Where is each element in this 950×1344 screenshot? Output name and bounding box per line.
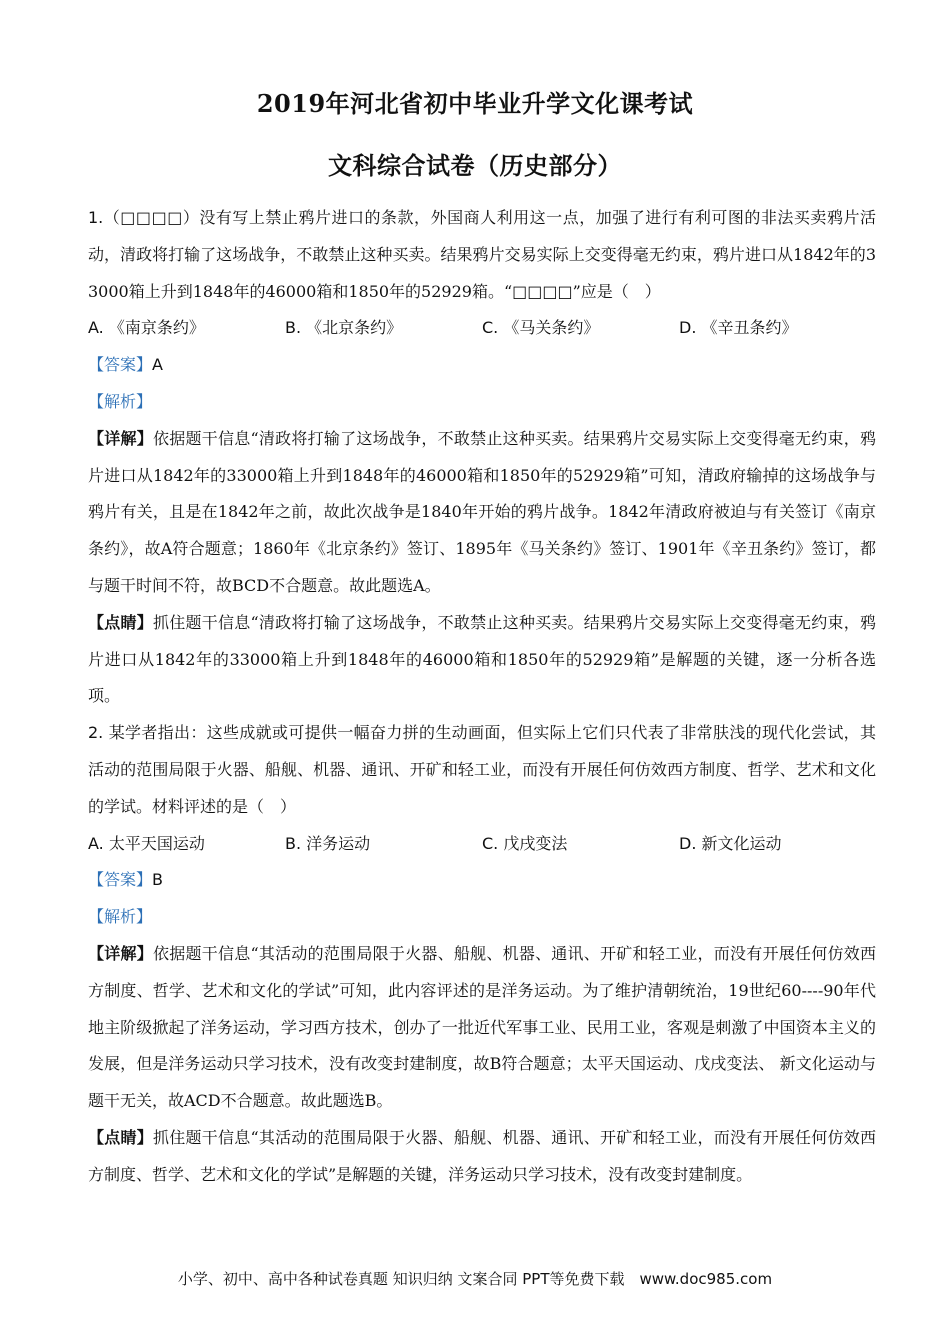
question-2-detail: 【详解】依据题干信息“其活动的范围局限于火器、船舰、机器、通讯、开矿和轻工业，而没有开展任何仿效西方制度、哲学、艺术和文化的学试”可知，此内容评述的是洋务运动。为了维护清朝统治，19世纪60----90年代地主阶级掀起了洋务运动，学习西方技术，创办了一批近代军事工业、民用工业，客观是刺激了中国资本主义的发展，但是洋务运动只学习技术，没有改变封建制度，故B符合题意；太平天国运动、戊戌变法、 新文化运动与题干无关，故ACD不合题意。故此题选B。: [88, 943, 876, 1111]
option-a: A. 《南京条约》: [88, 318, 205, 338]
question-2-stem: 2. 某学者指出：这些成就或可提供一幅奋力拼的生动画面，但实际上它们只代表了非常肤浅的现代化尝试，其活动的范围局限于火器、船舰、机器、通讯、开矿和轻工业，而没有开展任何仿效西方制度、哲学、艺术和文化的学试。材料评述的是（ ）: [88, 723, 876, 816]
question-1-answer: 【答案】A: [88, 355, 163, 375]
question-2-tip: 【点睛】抓住题干信息“其活动的范围局限于火器、船舰、机器、通讯、开矿和轻工业，而没有开展任何仿效西方制度、哲学、艺术和文化的学试”是解题的关键，洋务运动只学习技术，没有改变封建制度。: [88, 1127, 876, 1184]
question-1-stem: 1.（□□□□）没有写上禁止鸦片进口的条款，外国商人利用这一点，加强了进行有利可图的非法买卖鸦片活动，清政将打输了这场战争，不敢禁止这种买卖。结果鸦片交易实际上交变得毫无约束，鸦片进口从1842年的33000箱上升到1848年的46000箱和1850年的52929箱。“□□□□”应是（ ）: [88, 208, 876, 301]
question-1-analysis-label: 【解析】: [88, 391, 153, 411]
question-1-detail: 【详解】依据题干信息“清政将打输了这场战争，不敢禁止这种买卖。结果鸦片交易实际上交变得毫无约束，鸦片进口从1842年的33000箱上升到1848年的46000箱和1850年的52929箱”可知，清政府输掉的这场战争与鸦片有关，且是在1842年之前，故此次战争是1840年开始的鸦片战争。1842年清政府被迫与有关签订《南京条约》，故A符合题意；1860年《北京条约》签订、1895年《马关条约》签订、1901年《辛丑条约》签订，都与题干时间不符，故BCD不合题意。故此题选A。: [88, 428, 876, 595]
question-2-answer: 【答案】B: [88, 870, 163, 890]
question-1-tip: 【点睛】抓住题干信息“清政将打输了这场战争，不敢禁止这种买卖。结果鸦片交易实际上交变得毫无约束，鸦片进口从1842年的33000箱上升到1848年的46000箱和1850年的52929箱”是解题的关键，逐一分析各选项。: [88, 612, 876, 706]
option-b: B. 《北京条约》: [285, 318, 403, 338]
page-footer-ad: 小学、初中、高中各种试卷真题 知识归纳 文案合同 PPT等免费下载 www.doc985.com: [177, 1270, 773, 1288]
exam-content: [88, 200, 876, 1194]
option-c: C. 《马关条约》: [482, 318, 600, 338]
option-a: A. 太平天国运动: [88, 833, 205, 853]
question-2-analysis-label: 【解析】: [88, 907, 153, 927]
question-2-number: 2.: [88, 723, 104, 743]
option-b: B. 洋务运动: [285, 833, 371, 853]
option-d: D. 新文化运动: [679, 833, 782, 853]
exam-title: 2019年河北省初中毕业升学文化课考试: [256, 89, 694, 118]
option-c: C. 戊戌变法: [482, 833, 568, 853]
question-1-options: [88, 310, 876, 347]
question-1-number: 1.: [88, 208, 104, 227]
exam-subtitle: 文科综合试卷（历史部分）: [328, 151, 622, 180]
option-d: D. 《辛丑条约》: [679, 318, 798, 338]
question-2-options: [88, 826, 876, 863]
